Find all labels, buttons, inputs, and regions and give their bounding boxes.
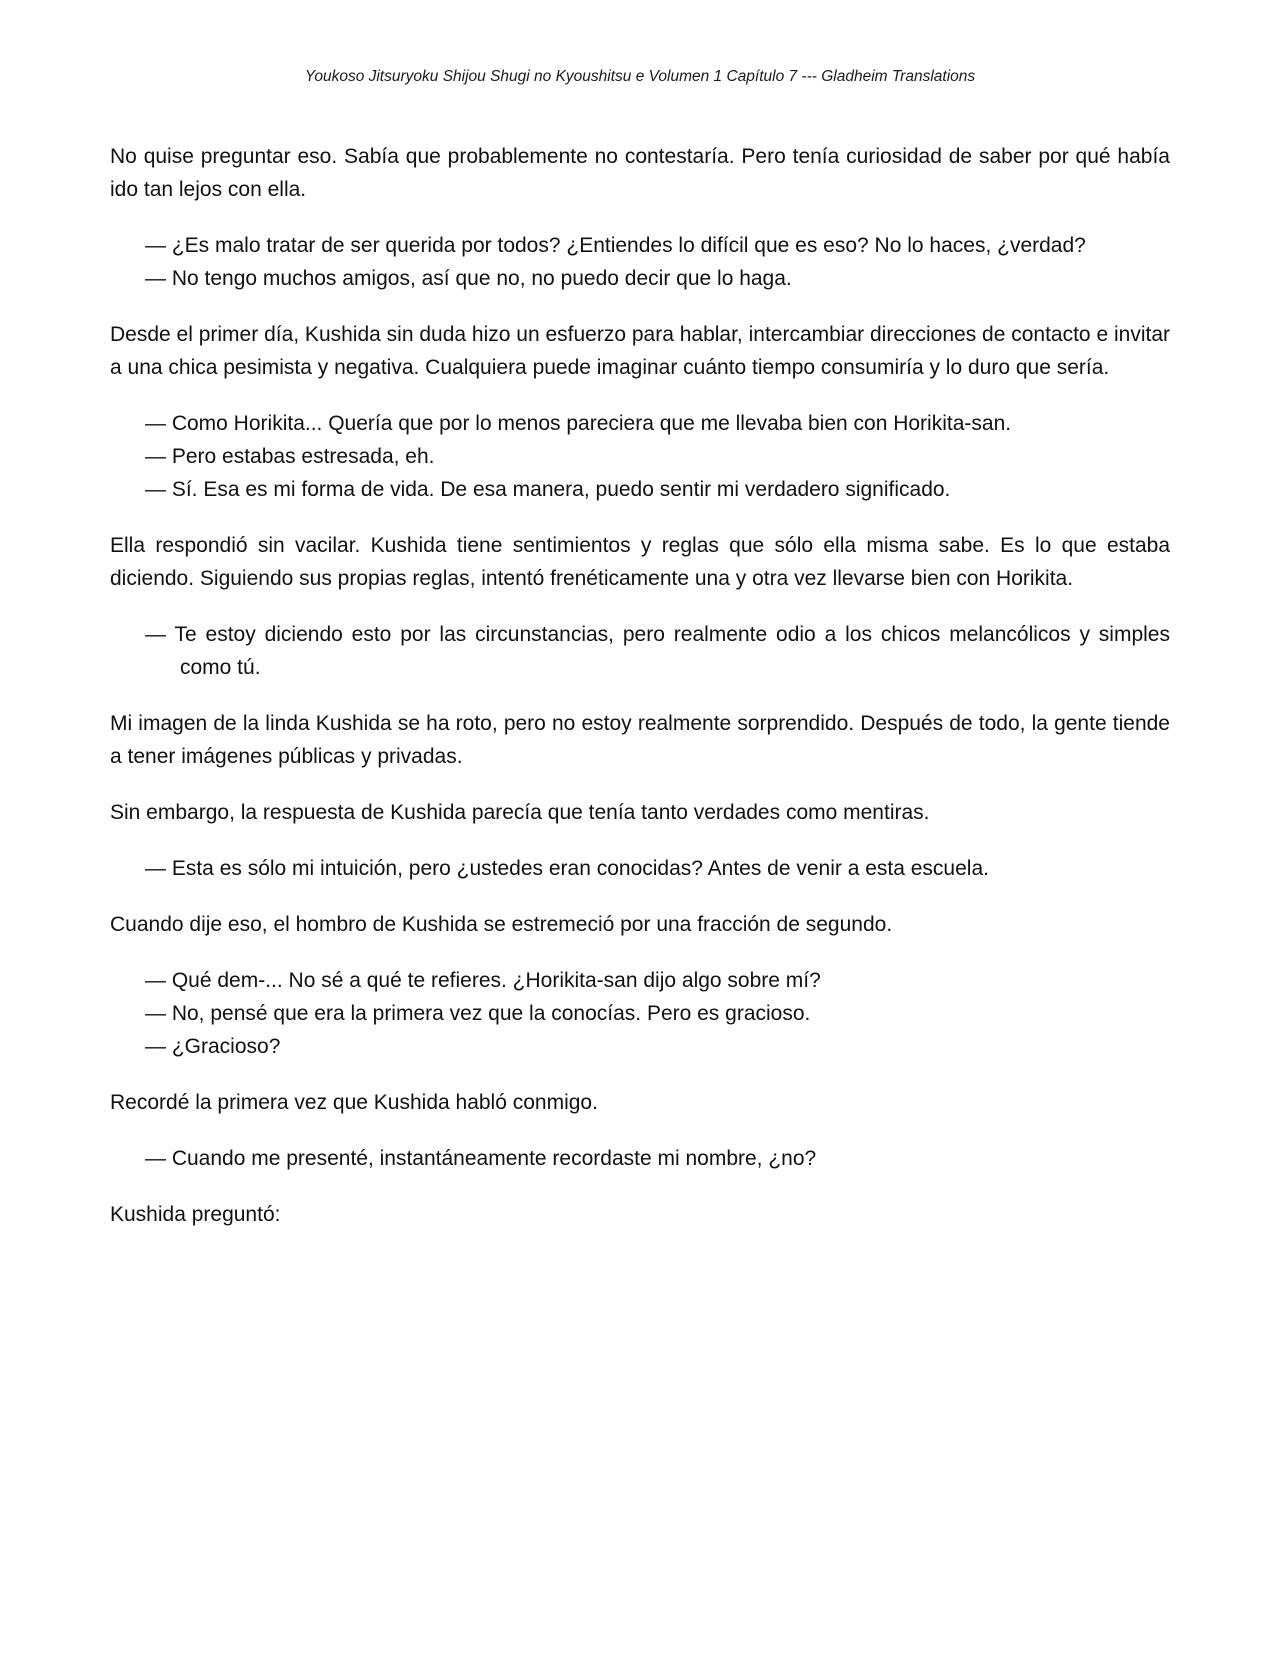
paragraph: Mi imagen de la linda Kushida se ha roto, pero no estoy realmente sorprendido. Después de todo, la gente tiende a tener imágenes públicas y privadas.: [110, 712, 1170, 768]
dialogue-line: — No, pensé que era la primera vez que la conocías. Pero es gracioso.: [145, 1002, 811, 1025]
dialogue-line: — Como Horikita... Quería que por lo menos pareciera que me llevaba bien con Horikita-san.: [145, 412, 1012, 435]
dialogue-line: — Qué dem-... No sé a qué te refieres. ¿Horikita-san dijo algo sobre mí?: [145, 969, 821, 992]
dialogue-block: [110, 852, 1170, 885]
dialogue-line: — Te estoy diciendo esto por las circunstancias, pero realmente odio a los chicos melancólicos y simples como tú.: [145, 623, 1170, 679]
paragraph: No quise preguntar eso. Sabía que probablemente no contestaría. Pero tenía curiosidad de saber por qué había ido tan lejos con ella.: [110, 145, 1170, 201]
dialogue-block: [110, 618, 1170, 684]
dialogue-line: — Pero estabas estresada, eh.: [145, 445, 435, 468]
dialogue-line: — Sí. Esa es mi forma de vida. De esa manera, puedo sentir mi verdadero significado.: [145, 478, 951, 501]
dialogue-block: [110, 229, 1170, 295]
dialogue-block: [110, 1142, 1170, 1175]
dialogue-line: — Esta es sólo mi intuición, pero ¿ustedes eran conocidas? Antes de venir a esta escuela.: [145, 857, 989, 880]
dialogue-line: — No tengo muchos amigos, así que no, no puedo decir que lo haga.: [145, 267, 792, 290]
dialogue-line: — Cuando me presenté, instantáneamente recordaste mi nombre, ¿no?: [145, 1147, 817, 1170]
dialogue-block: [110, 407, 1170, 506]
paragraph: Cuando dije eso, el hombro de Kushida se estremeció por una fracción de segundo.: [110, 913, 893, 936]
dialogue-line: — ¿Es malo tratar de ser querida por todos? ¿Entiendes lo difícil que es eso? No lo haces, ¿verdad?: [145, 234, 1086, 257]
paragraph: Recordé la primera vez que Kushida habló conmigo.: [110, 1091, 598, 1114]
paragraph: Ella respondió sin vacilar. Kushida tiene sentimientos y reglas que sólo ella misma sabe. Es lo que estaba diciendo. Siguiendo sus propias reglas, intentó frenéticamente una y otra vez llevarse bien con Horikita.: [110, 534, 1170, 590]
dialogue-block: [110, 964, 1170, 1063]
dialogue-line: — ¿Gracioso?: [145, 1035, 281, 1058]
paragraph: Kushida preguntó:: [110, 1203, 281, 1226]
paragraph: Desde el primer día, Kushida sin duda hizo un esfuerzo para hablar, intercambiar direcciones de contacto e invitar a una chica pesimista y negativa. Cualquiera puede imaginar cuánto tiempo consumiría y lo duro que sería.: [110, 323, 1170, 379]
paragraph: Sin embargo, la respuesta de Kushida parecía que tenía tanto verdades como mentiras.: [110, 801, 930, 824]
document-content: [110, 140, 1170, 1231]
page-header-title: Youkoso Jitsuryoku Shijou Shugi no Kyoushitsu e Volumen 1 Capítulo 7 --- Gladheim Translations: [304, 68, 976, 85]
